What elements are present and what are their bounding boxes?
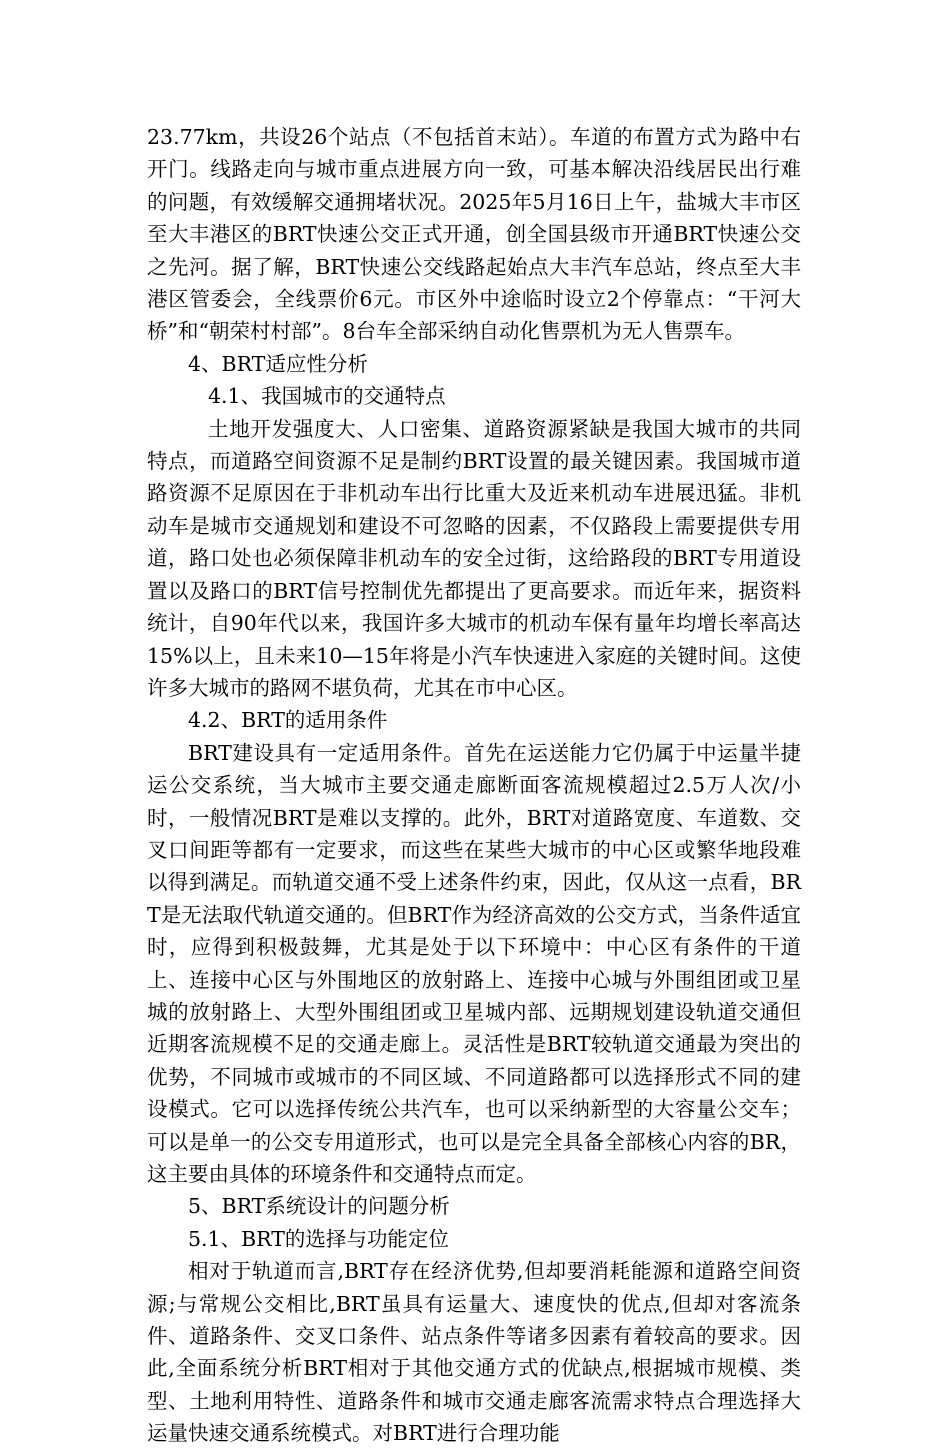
subsection-heading-4-2: 4.2、BRT的适用条件 [188,708,388,733]
body-paragraph-traffic-characteristics: 土地开发强度大、人口密集、道路资源紧缺是我国大城市的共同特点，而道路空间资源不足是制约BRT设置的最关键因素。我国城市道路资源不足原因在于非机动车出行比重大及近来机动车进展迅猛。非机动车是城市交通规划和建设不可忽略的因素，不仅路段上需要提供专用道，路口处也必须保障非机动车的安全过街，这给路段的BRT专用道设置以及路口的BRT信号控制优先都提出了更高要求。而近年来，据资料统计，自90年代以来，我国许多大城市的机动车保有量年均增长率高达15%以上，且未来10—15年将是小汽车快速进入家庭的关键时间。这使许多大城市的路网不堪负荷，尤其在市中心区。 [147,416,801,700]
body-paragraph-applicable-conditions: BRT建设具有一定适用条件。首先在运送能力它仍属于中运量半捷运公交系统，当大城市主要交通走廊断面客流规模超过2.5万人次/小时，一般情况BRT是难以支撑的。此外，BRT对道路宽度、车道数、交叉口间距等都有一定要求，而这些在某些大城市的中心区或繁华地段难以得到满足。而轨道交通不受上述条件约束，因此，仅从这一点看，BRT是无法取代轨道交通的。但BRT作为经济高效的公交方式，当条件适宜时，应得到积极鼓舞，尤其是处于以下环境中：中心区有条件的干道上、连接中心区与外围地区的放射路上、连接中心城与外围组团或卫星城的放射路上、大型外围组团或卫星城内部、远期规划建设轨道交通但近期客流规模不足的交通走廊上。灵活性是BRT较轨道交通最为突出的优势，不同城市或城市的不同区域、不同道路都可以选择形式不同的建设模式。它可以选择传统公共汽车，也可以采纳新型的大容量公交车；可以是单一的公交专用道形式，也可以是完全具备全部核心内容的BR，这主要由具体的环境条件和交通特点而定。 [147,740,801,1186]
section-heading-5: 5、BRT系统设计的问题分析 [188,1194,450,1219]
section-heading-4: 4、BRT适应性分析 [188,351,368,376]
document-page [147,121,801,1450]
body-paragraph-brt-line-intro: 23.77km，共设26个站点（不包括首末站）。车道的布置方式为路中右开门。线路走向与城市重点进展方向一致，可基本解决沿线居民出行难的问题，有效缓解交通拥堵状况。2025年5月16日上午，盐城大丰市区至大丰港区的BRT快速公交正式开通，创全国县级市开通BRT快速公交之先河。据了解，BRT快速公交线路起始点大丰汽车总站，终点至大丰港区管委会，全线票价6元。市区外中途临时设立2个停靠点：“干河大桥”和“朝荣村村部”。8台车全部采纳自动化售票机为无人售票车。 [147,125,801,344]
subsection-heading-4-1: 4.1、我国城市的交通特点 [208,384,446,409]
subsection-heading-5-1: 5.1、BRT的选择与功能定位 [188,1226,449,1251]
body-paragraph-selection-positioning: 相对于轨道而言,BRT存在经济优势,但却要消耗能源和道路空间资源;与常规公交相比,BRT虽具有运量大、速度快的优点,但却对客流条件、道路条件、交叉口条件、站点条件等诸多因素有着较高的要求。因此,全面系统分析BRT相对于其他交通方式的优缺点,根据城市规模、类型、土地利用特性、道路条件和城市交通走廊客流需求特点合理选择大运量快速交通系统模式。对BRT进行合理功能 [147,1259,801,1446]
